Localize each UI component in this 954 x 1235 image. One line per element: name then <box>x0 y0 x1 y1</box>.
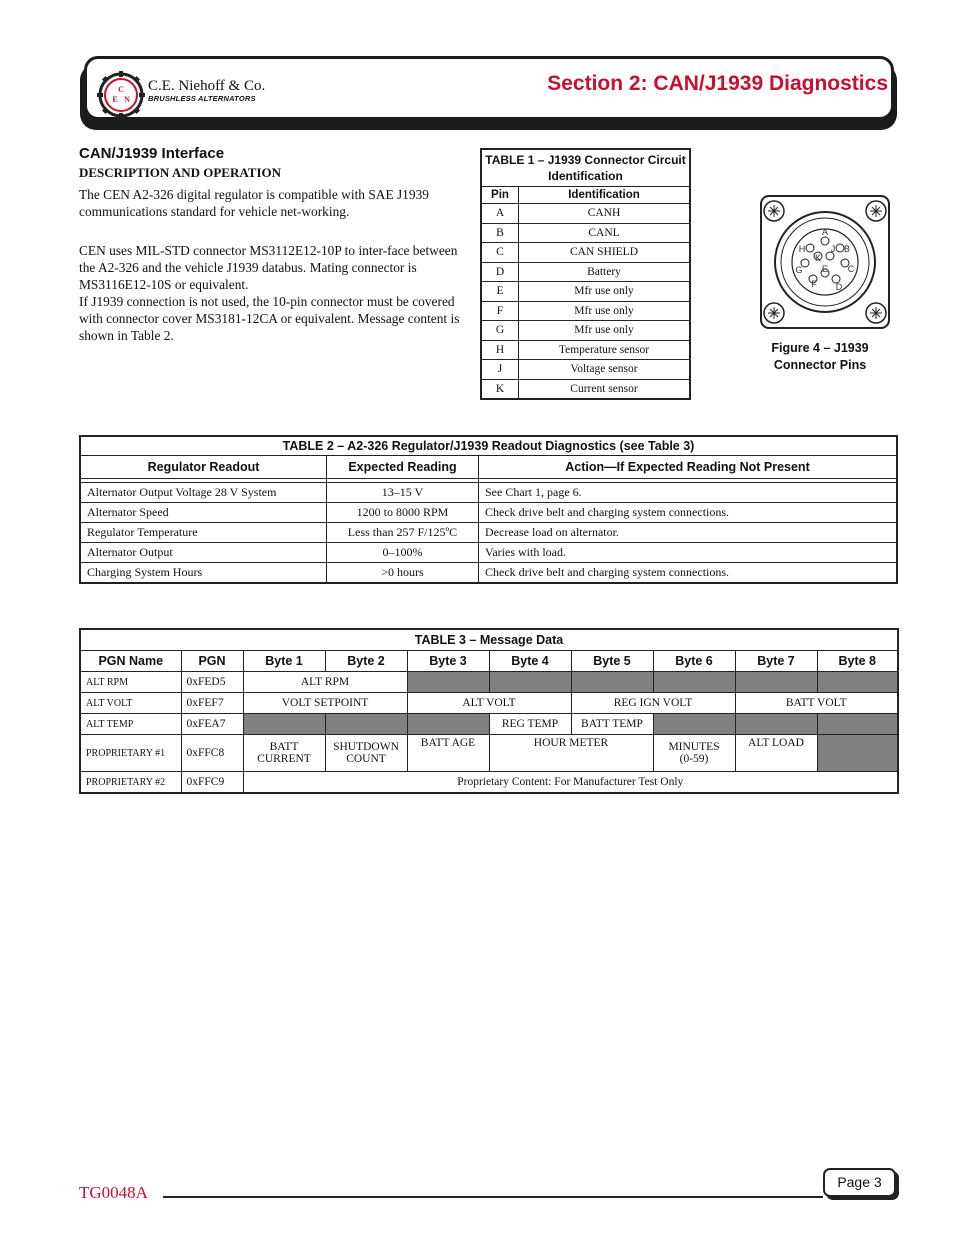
pgn-name-cell: PROPRIETARY #2 <box>80 772 181 794</box>
expected-cell: >0 hours <box>327 563 479 584</box>
action-cell: Decrease load on alternator. <box>479 523 898 543</box>
byte-cell: BATT VOLT <box>735 693 898 714</box>
pgn-name-cell: ALT VOLT <box>80 693 181 714</box>
svg-text:N: N <box>124 95 130 104</box>
pin-label: K <box>814 253 822 263</box>
identification-cell: Mfr use only <box>519 301 691 321</box>
pin-label: G <box>795 265 803 275</box>
figure4-caption-line2: Connector Pins <box>773 358 867 372</box>
identification-cell: CANH <box>519 204 691 224</box>
byte-cell: ALT RPM <box>243 672 407 693</box>
expected-cell: Less than 257 F/125ºC <box>327 523 479 543</box>
table3-header: Byte 8 <box>817 651 898 672</box>
table2-header-action: Action—If Expected Reading Not Present <box>479 456 898 479</box>
pgn-name-cell: PROPRIETARY #1 <box>80 735 181 772</box>
byte-cell: BATT TEMP <box>571 714 653 735</box>
table-row <box>481 223 690 243</box>
byte-label-line: COUNT <box>346 753 386 765</box>
unused-byte-cell <box>325 714 407 735</box>
footer-rule <box>163 1196 823 1198</box>
table-row <box>80 483 897 503</box>
j1939-connector-figure <box>758 193 892 331</box>
action-cell: Varies with load. <box>479 543 898 563</box>
byte-cell: Proprietary Content: For Manufacturer Test Only <box>243 772 898 794</box>
identification-cell: Battery <box>519 262 691 282</box>
table-row <box>481 262 690 282</box>
action-cell: Check drive belt and charging system connections. <box>479 503 898 523</box>
unused-byte-cell <box>817 714 898 735</box>
readout-cell: Alternator Output <box>80 543 327 563</box>
unused-byte-cell <box>571 672 653 693</box>
pgn-cell: 0xFEF7 <box>181 693 243 714</box>
byte-cell: BATT AGE <box>407 735 489 772</box>
table-row <box>80 523 897 543</box>
unused-byte-cell <box>817 672 898 693</box>
pin-cell: C <box>481 243 519 263</box>
description-heading: DESCRIPTION AND OPERATION <box>79 165 282 180</box>
identification-cell: Voltage sensor <box>519 360 691 380</box>
svg-text:C: C <box>118 85 124 94</box>
interface-heading: CAN/J1939 Interface <box>79 145 225 162</box>
byte-cell: VOLT SETPOINT <box>243 693 407 714</box>
unused-byte-cell <box>653 672 735 693</box>
readout-cell: Alternator Output Voltage 28 V System <box>80 483 327 503</box>
table1-header-identification: Identification <box>519 187 691 204</box>
unused-byte-cell <box>489 672 571 693</box>
table3-header: PGN <box>181 651 243 672</box>
table3-caption: TABLE 3 – Message Data <box>80 629 898 651</box>
byte-cell: ALT VOLT <box>407 693 571 714</box>
table-row <box>80 714 898 735</box>
svg-text:E: E <box>112 95 118 104</box>
pin-cell: J <box>481 360 519 380</box>
pin-cell: H <box>481 340 519 360</box>
table2-caption: TABLE 2 – A2-326 Regulator/J1939 Readout Diagnostics (see Table 3) <box>80 436 897 456</box>
pin-label: A <box>821 227 829 237</box>
pgn-name-cell: ALT RPM <box>80 672 181 693</box>
identification-cell: Mfr use only <box>519 282 691 302</box>
readout-cell: Regulator Temperature <box>80 523 327 543</box>
table3-header: Byte 5 <box>571 651 653 672</box>
readout-cell: Charging System Hours <box>80 563 327 584</box>
table-row <box>481 360 690 380</box>
action-cell: See Chart 1, page 6. <box>479 483 898 503</box>
company-tagline: BRUSHLESS ALTERNATORS <box>148 94 256 103</box>
byte-label-line: CURRENT <box>257 753 311 765</box>
unused-byte-cell <box>735 672 817 693</box>
table3-header: PGN Name <box>80 651 181 672</box>
table-row <box>481 379 690 399</box>
pin-label: B <box>843 244 851 254</box>
page-number: Page 3 <box>823 1168 896 1197</box>
figure4-caption <box>740 340 900 374</box>
pin-cell: F <box>481 301 519 321</box>
pin-cell: G <box>481 321 519 341</box>
byte-label-line: SHUTDOWN <box>333 741 399 753</box>
table-row <box>481 321 690 341</box>
table-row <box>80 735 898 772</box>
table3-header: Byte 2 <box>325 651 407 672</box>
unused-byte-cell <box>817 735 898 772</box>
expected-cell: 0–100% <box>327 543 479 563</box>
pgn-cell: 0xFFC8 <box>181 735 243 772</box>
byte-cell <box>243 735 325 772</box>
pin-label: J <box>830 244 836 254</box>
table-row <box>80 503 897 523</box>
pin-label: E <box>821 264 829 274</box>
pin-cell: K <box>481 379 519 399</box>
table3-header: Byte 1 <box>243 651 325 672</box>
pin-label: C <box>847 264 855 274</box>
table-row <box>481 204 690 224</box>
byte-cell <box>653 735 735 772</box>
pin-label: F <box>811 279 817 289</box>
table-row <box>80 693 898 714</box>
identification-cell: CAN SHIELD <box>519 243 691 263</box>
byte-label-line: (0-59) <box>679 753 709 765</box>
pin-cell: D <box>481 262 519 282</box>
byte-cell: HOUR METER <box>489 735 653 772</box>
connector-pin-table <box>480 148 691 400</box>
identification-cell: Temperature sensor <box>519 340 691 360</box>
unused-byte-cell <box>735 714 817 735</box>
table-row <box>80 563 897 584</box>
table2-header-readout: Regulator Readout <box>80 456 327 479</box>
intro-paragraph-1: The CEN A2-326 digital regulator is compatible with SAE J1939 communications standard for vehicle net-working. <box>79 187 429 219</box>
table-row <box>481 340 690 360</box>
company-name: C.E. Niehoff & Co. <box>148 78 266 94</box>
unused-byte-cell <box>653 714 735 735</box>
unused-byte-cell <box>407 672 489 693</box>
table1-caption: TABLE 1 – J1939 Connector Circuit Identification <box>481 149 690 187</box>
intro-paragraph-2: CEN uses MIL-STD connector MS3112E12-10P to inter-face between the A2-326 and the vehicle J1939 databus. Mating connector is MS3116E12-10S or equivalent. <box>79 243 458 292</box>
action-cell: Check drive belt and charging system connections. <box>479 563 898 584</box>
table-row <box>80 772 898 794</box>
pin-label: D <box>835 282 843 292</box>
cen-logo-icon <box>96 70 146 120</box>
table2-header-expected: Expected Reading <box>327 456 479 479</box>
byte-cell <box>325 735 407 772</box>
byte-cell: REG TEMP <box>489 714 571 735</box>
table3-header: Byte 7 <box>735 651 817 672</box>
identification-cell: CANL <box>519 223 691 243</box>
table-row <box>481 282 690 302</box>
table3-header: Byte 4 <box>489 651 571 672</box>
identification-cell: Current sensor <box>519 379 691 399</box>
byte-label-line: BATT <box>269 741 299 753</box>
table-row <box>80 543 897 563</box>
pgn-name-cell: ALT TEMP <box>80 714 181 735</box>
table3-header: Byte 3 <box>407 651 489 672</box>
byte-cell: ALT LOAD <box>735 735 817 772</box>
table-row <box>481 301 690 321</box>
unused-byte-cell <box>243 714 325 735</box>
table1-header-pin: Pin <box>481 187 519 204</box>
document-id: TG0048A <box>79 1183 148 1202</box>
byte-cell: REG IGN VOLT <box>571 693 735 714</box>
pgn-cell: 0xFEA7 <box>181 714 243 735</box>
intro-paragraph-3: If J1939 connection is not used, the 10-pin connector must be covered with connector cover MS3181-12CA or equivalent. Message content is shown in Table 2. <box>79 294 460 343</box>
table-row <box>80 672 898 693</box>
table3-header: Byte 6 <box>653 651 735 672</box>
figure4-caption-line1: Figure 4 – J1939 <box>771 341 869 355</box>
section-title: Section 2: CAN/J1939 Diagnostics <box>547 72 888 95</box>
identification-cell: Mfr use only <box>519 321 691 341</box>
message-data-table <box>79 628 899 794</box>
pin-cell: B <box>481 223 519 243</box>
diagnostics-table <box>79 435 898 584</box>
expected-cell: 1200 to 8000 RPM <box>327 503 479 523</box>
pgn-cell: 0xFFC9 <box>181 772 243 794</box>
expected-cell: 13–15 V <box>327 483 479 503</box>
pin-label: H <box>798 244 806 254</box>
table-row <box>481 243 690 263</box>
readout-cell: Alternator Speed <box>80 503 327 523</box>
byte-label-line: MINUTES <box>668 741 720 753</box>
pin-cell: E <box>481 282 519 302</box>
pgn-cell: 0xFED5 <box>181 672 243 693</box>
pin-cell: A <box>481 204 519 224</box>
unused-byte-cell <box>407 714 489 735</box>
